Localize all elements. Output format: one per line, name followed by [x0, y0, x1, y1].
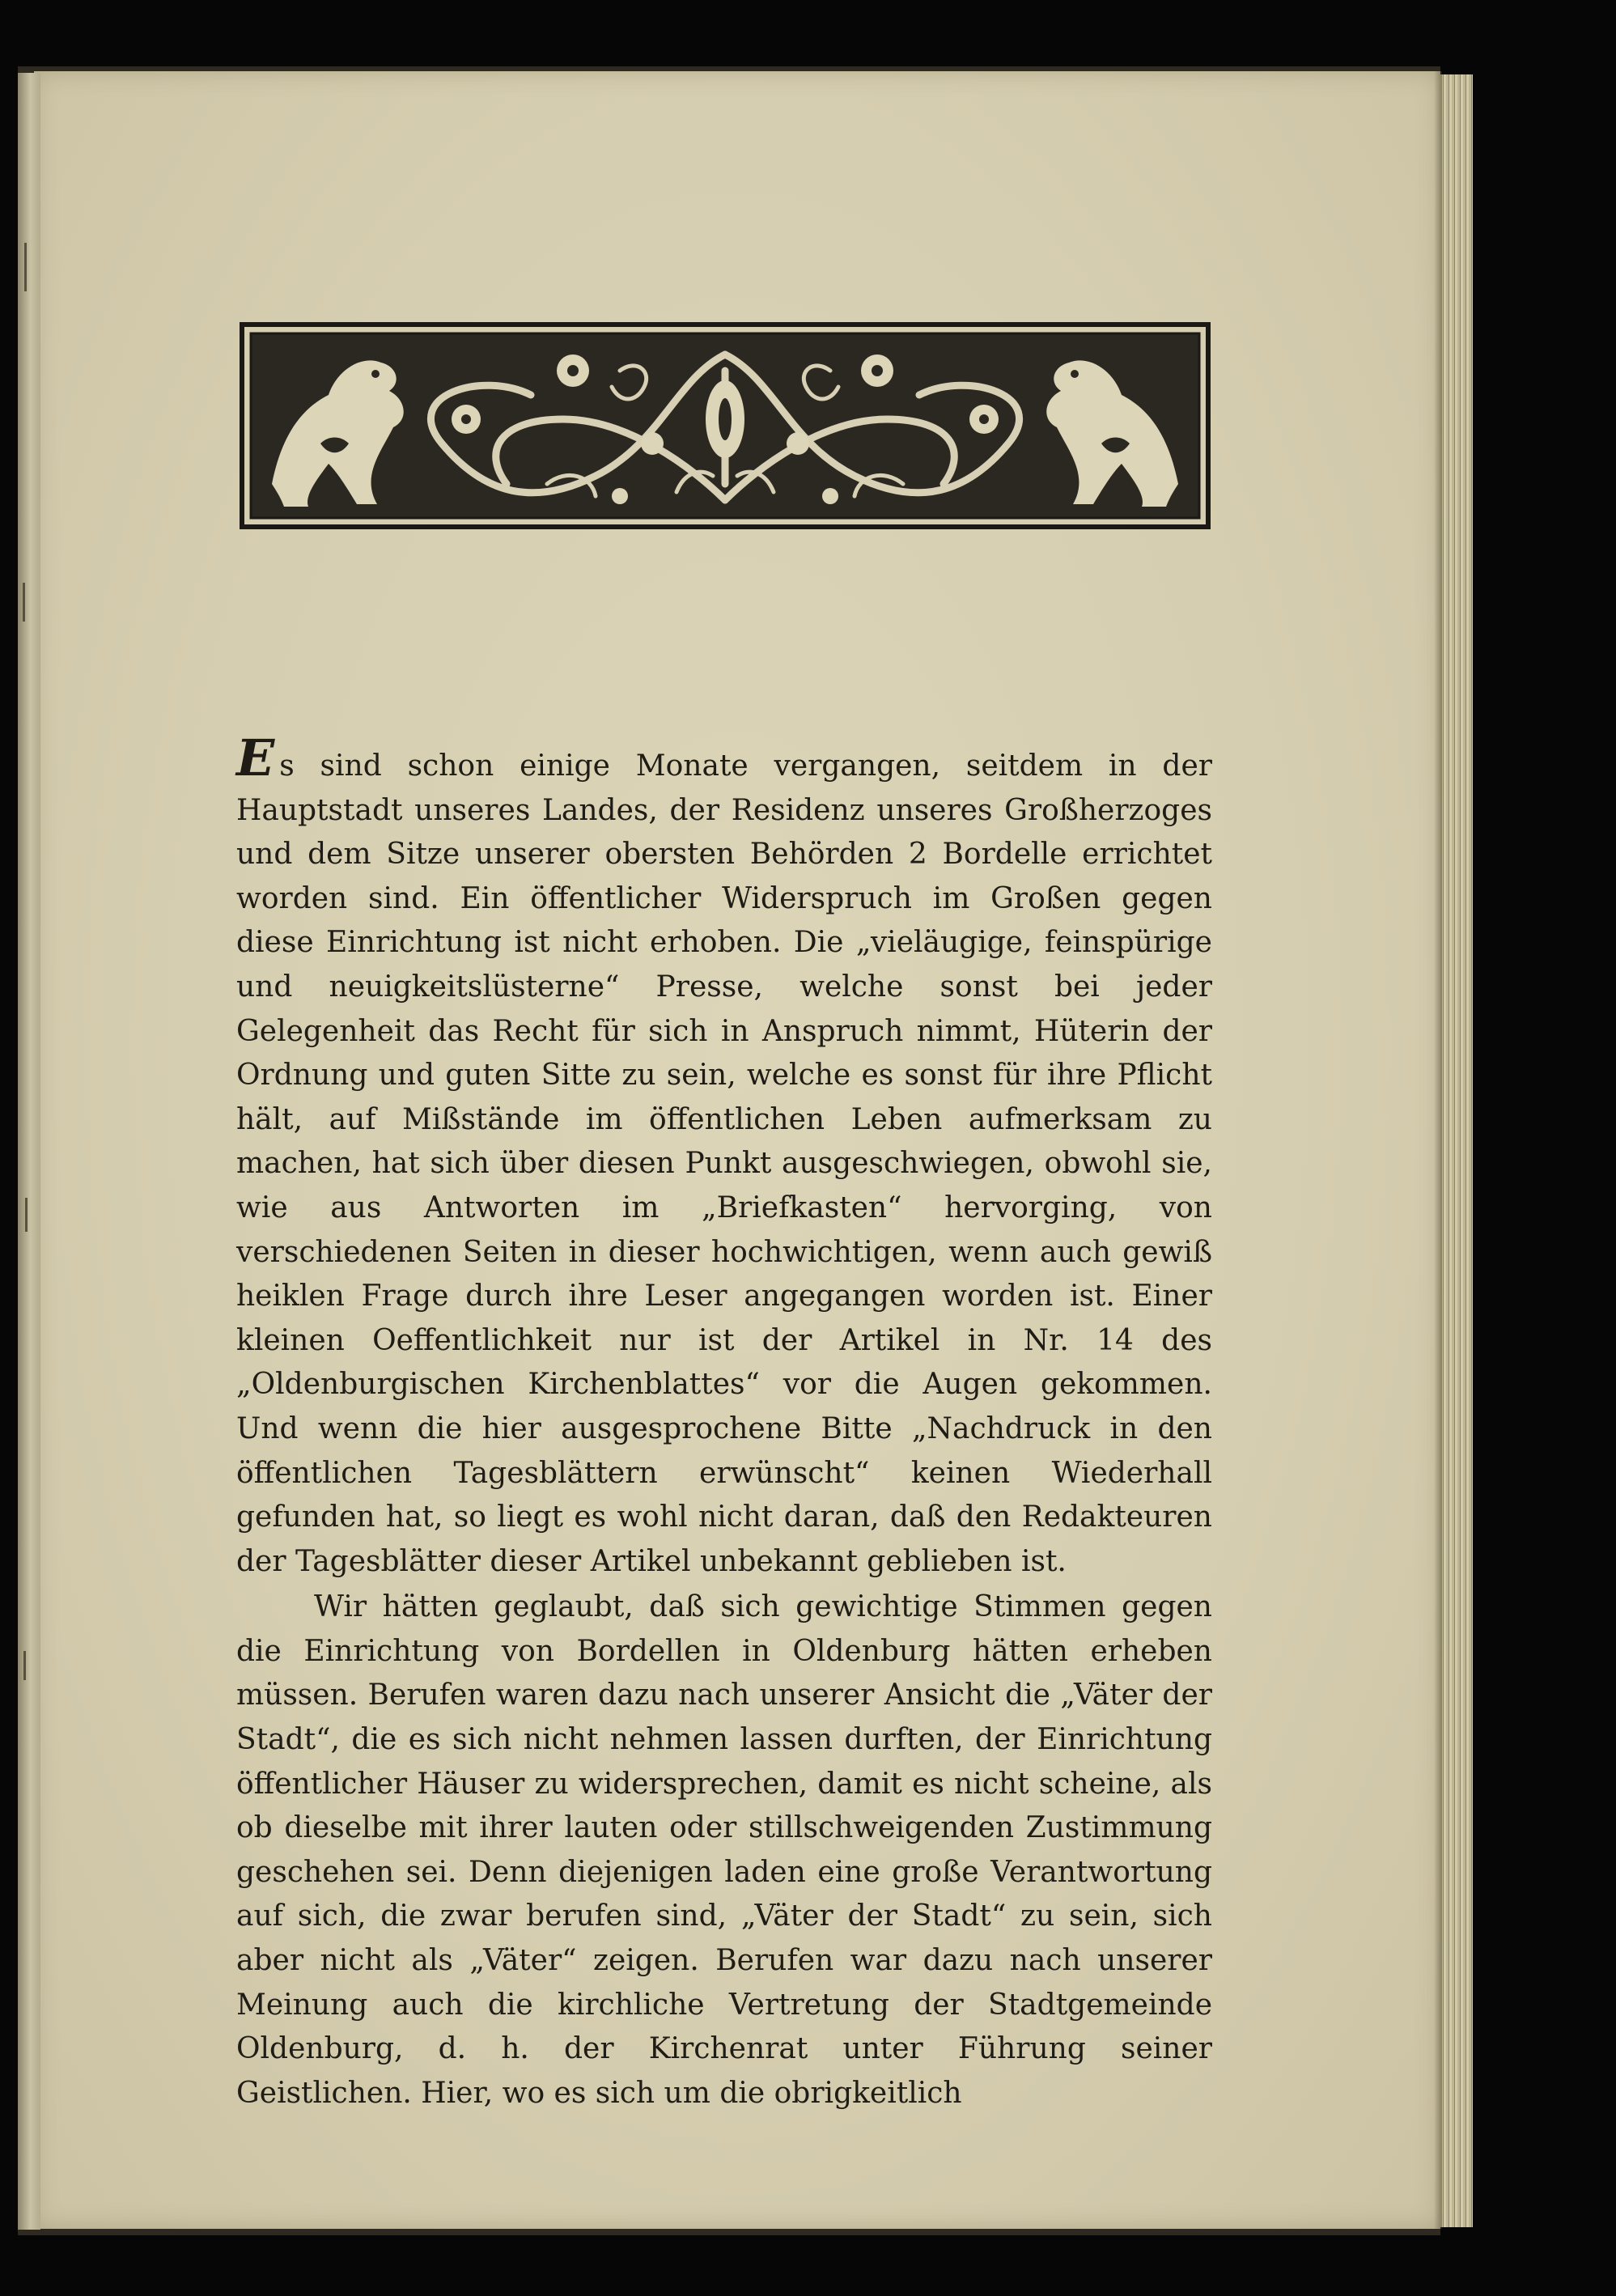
- page-stack-edge: [1440, 74, 1473, 2227]
- paragraph: [236, 1585, 1212, 2116]
- body-text: [236, 728, 1212, 2116]
- floral-griffin-headpiece-icon: [240, 322, 1211, 529]
- paragraph-text: Wir hätten geglaubt, daß sich gewichtige Stimmen gegen die Einrichtung von Bordellen in Oldenburg hätten erheben müssen. Berufen waren dazu nach unserer Ansicht die „Väter der Stadt“, die es sich nicht nehmen lassen durften, der Einrichtung öffentlicher Häuser zu widersprechen, damit es nicht scheine, als ob dieselbe mit ihrer lauten oder stillschweigenden Zustimmung geschehen sei. Denn diejenigen laden eine große Verantwortung auf sich, die zwar berufen sind, „Väter der Stadt“ zu sein, sich aber nicht als „Väter“ zeigen. Berufen war dazu nach unserer Meinung auch die kirchliche Vertretung der Stadtgemeinde Oldenburg, d. h. der Kirchenrat unter Führung seiner Geistlichen. Hier, wo es sich um die obrigkeitlich: [236, 1590, 1212, 2110]
- page-edge-shadow: [1434, 71, 1442, 2229]
- binding-mark: [23, 1651, 26, 1680]
- binding-mark: [24, 243, 27, 291]
- binding-mark: [25, 1198, 28, 1232]
- left-binding-edge: [18, 73, 40, 2230]
- ornamental-headpiece: [240, 322, 1211, 529]
- binding-mark: [23, 583, 25, 622]
- drop-cap: E: [236, 728, 275, 787]
- paragraph-text: s sind schon einige Monate vergangen, seitdem in der Hauptstadt unseres Landes, der Residenz unseres Großherzoges und dem Sitze unserer obersten Behörden 2 Bordelle errichtet worden sind. Ein öffentlicher Widerspruch im Großen gegen diese Einrichtung ist nicht erhoben. Die „vieläugige, feinspürige und neuigkeitslüsterne“ Presse, welche sonst bei jeder Gelegenheit das Recht für sich in Anspruch nimmt, Hüterin der Ordnung und guten Sitte zu sein, welche es sonst für ihre Pflicht hält, auf Mißstände im öffentlichen Leben aufmerksam zu machen, hat sich über diesen Punkt ausgeschwiegen, obwohl sie, wie aus Antworten im „Briefkasten“ hervorging, von verschiedenen Seiten in dieser hochwichtigen, wenn auch gewiß heiklen Frage durch ihre Leser angegangen worden ist. Einer kleinen Oeffentlichkeit nur ist der Artikel in Nr. 14 des „Oldenburgischen Kirchenblattes“ vor die Augen gekommen. Und wenn die hier ausgesprochene Bitte „Nachdruck in den öffentlichen Tagesblättern erwünscht“ keinen Wiederhall gefunden hat, so liegt es wohl nicht daran, daß den Redakteuren der Tagesblätter dieser Artikel unbekannt geblieben ist.: [236, 749, 1212, 1578]
- paragraph: [236, 728, 1212, 1584]
